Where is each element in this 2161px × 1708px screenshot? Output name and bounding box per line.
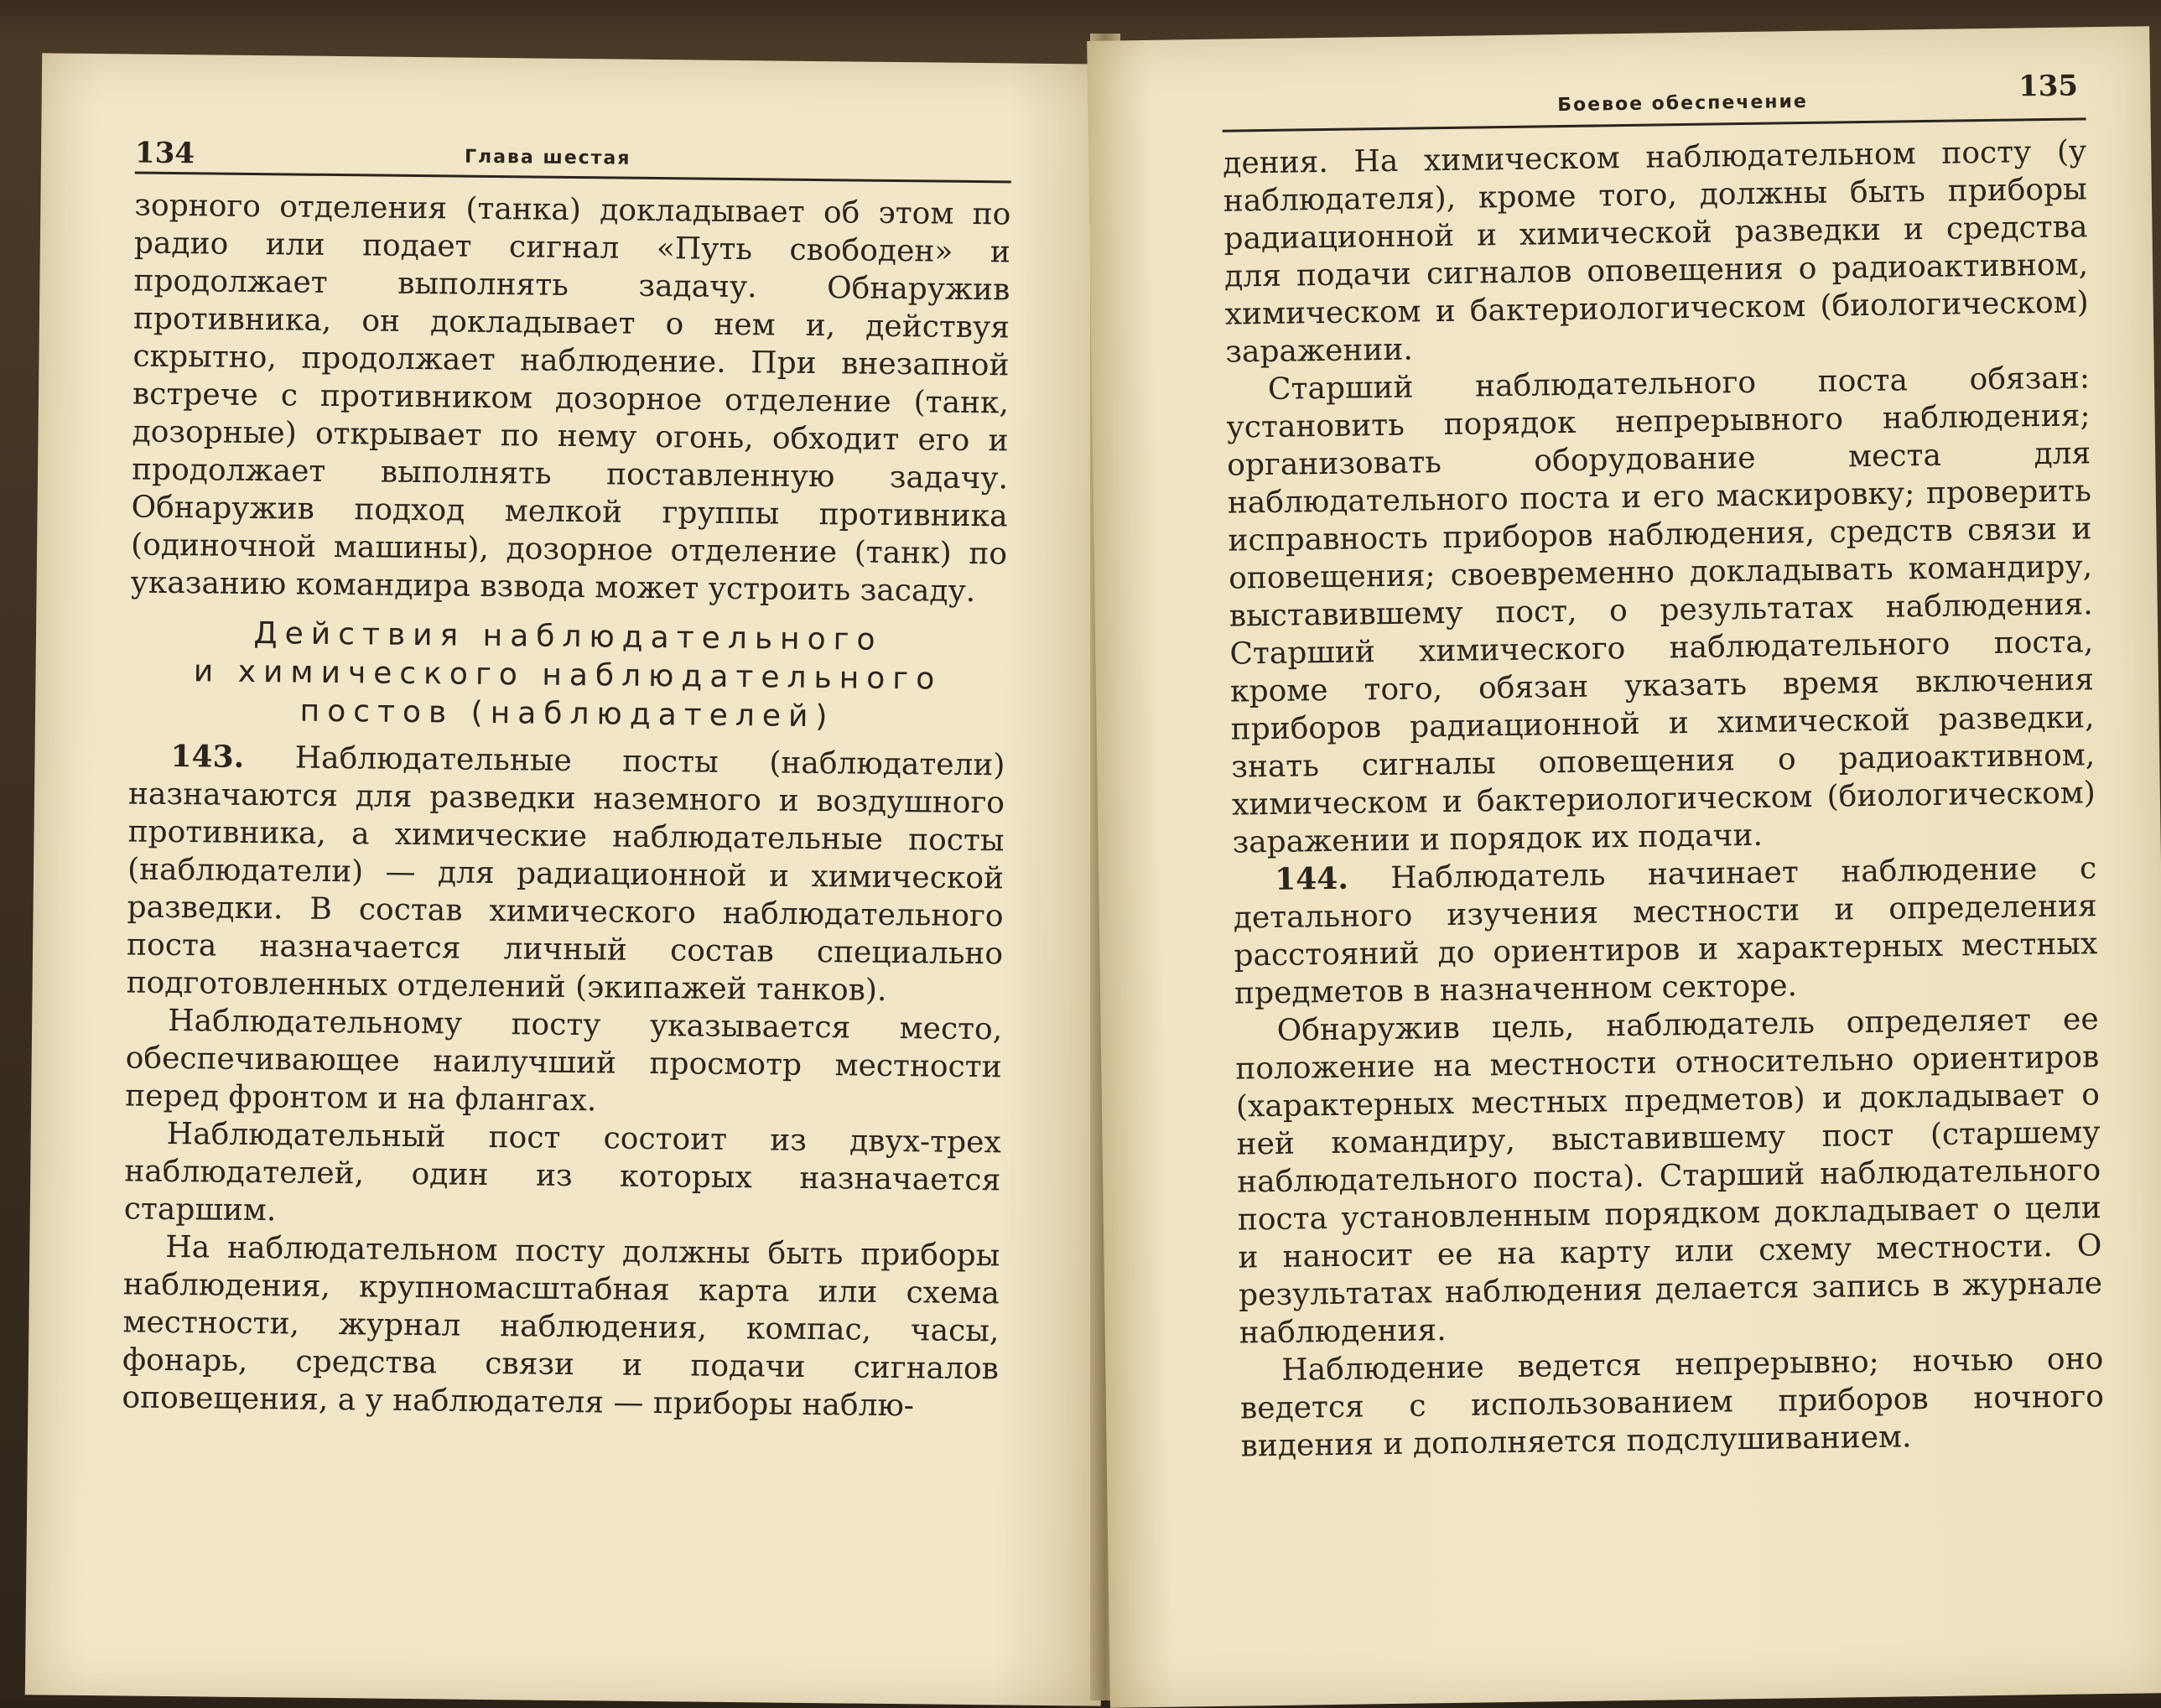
paragraph-144	[1233, 849, 2098, 1012]
right-body	[1223, 132, 2105, 1465]
left-header-rule	[135, 172, 1011, 184]
paragraph-143	[126, 737, 1005, 1010]
right-header-rule	[1223, 117, 2086, 132]
right-page	[1087, 26, 2161, 1707]
paragraph: На наблюдательном посту должны быть приборы наблюдения, крупномасштабная карта или схема местности, журнал наблюдения, компас, часы, фонарь, средства связи и подачи сигналов оповещения, а у наблюдателя — приборы наблю-	[122, 1229, 1000, 1424]
paragraph: Старший наблюдательного поста обязан: установить порядок непрерывного наблюдения; организовать оборудование места для наблюдательного поста и его маскировку; проверить исправность приборов наблюдения, средств связи и оповещения; своевременно докладывать командиру, выставившему пост, о результатах наблюдения. Старший химического наблюдательного поста, кроме того, обязан указать время включения приборов радиационной и химической разведки, знать сигналы оповещения о радиоактивном, химическом и бактериологическом (биологическом) заражении и порядок их подачи.	[1226, 361, 2096, 860]
section-title-line: постов (наблюдателей)	[299, 693, 835, 735]
paragraph-number: 143.	[170, 738, 245, 775]
section-title	[129, 613, 1006, 738]
right-page-number: 135	[2018, 69, 2079, 104]
paragraph: дения. На химическом наблюдательном посту (у наблюдателя), кроме того, должны быть приборы радиационной и химической разведки и средства для подачи сигналов оповещения о радиоактивном, химическом и бактериологическом (биологическом) заражении.	[1222, 134, 2089, 370]
right-running-head: Боевое обеспечение	[1557, 91, 1809, 117]
paragraph-number: 144.	[1274, 860, 1349, 897]
paragraph-text: Наблюдатель начинает наблюдение с детального изучения местности и определения расстояний до ориентиров и характерных местных предметов в назначенном секторе.	[1233, 851, 2098, 1011]
paragraph-text: Наблюдательные посты (наблюдатели) назначаются для разведки наземного и воздушного противника, а химические наблюдательные посты (наблюдатели) — для радиационной и химической разведки. В состав химического наблюдательного поста назначается личный состав специально подготовленных отделений (экипажей танков).	[126, 740, 1005, 1008]
left-body	[122, 187, 1010, 1426]
section-title-line: и химического наблюдательного	[193, 654, 943, 697]
left-running-head: Глава шестая	[464, 146, 631, 169]
section-title-line: Действия наблюдательного	[253, 616, 883, 657]
paragraph: Наблюдение ведется непрерывно; ночью оно ведется с использованием приборов ночного видения и дополняется подслушиванием.	[1239, 1342, 2105, 1464]
left-page	[25, 53, 1118, 1705]
paragraph: Обнаружив цель, наблюдатель определяет ее положение на местности относительно ориентиров (характерных местных предметов) и докладывает о ней командиру, выставившему пост (старшему наблюдательного поста). Старший наблюдательного поста установленным порядком докладывает о цели и наносит ее на карту или схему местности. О результатах наблюдения делается запись в журнале наблюдения.	[1235, 1002, 2103, 1351]
paragraph: Наблюдательному посту указывается место, обеспечивающее наилучший просмотр местности перед фронтом и на флангах.	[125, 1003, 1003, 1119]
left-page-number: 134	[134, 136, 195, 171]
paragraph: зорного отделения (танка) докладывает об этом по радио или подает сигнал «Путь свободен» и продолжает выполнять задачу. Обнаружив противника, он докладывает о нем и, действуя скрытно, продолжает наблюдение. При внезапной встрече с противником дозорное отделение (танк, дозорные) открывает по нему огонь, обходит его и продолжает выполнять поставленную задачу. Обнаружив подход мелкой группы противника (одиночной машины), дозорное отделение (танк) по указанию командира взвода может устроить засаду.	[130, 188, 1011, 610]
paragraph: Наблюдательный пост состоит из двух-трех наблюдателей, один из которых назначается старшим.	[123, 1116, 1001, 1228]
